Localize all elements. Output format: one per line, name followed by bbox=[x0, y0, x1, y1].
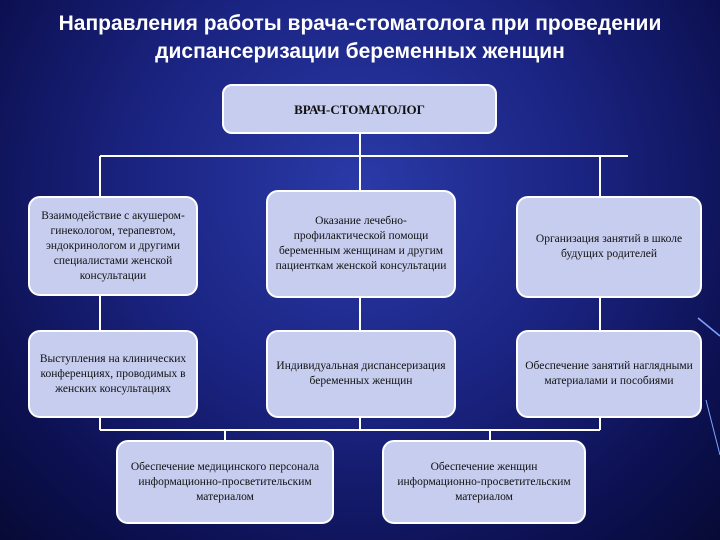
node-treatment-help bbox=[266, 190, 456, 298]
node-dispensary-label: Индивидуальная диспансеризация беременных женщин bbox=[276, 360, 446, 387]
node-conferences-label: Выступления на клинических конференциях, проводимых в женских консультациях bbox=[39, 352, 187, 395]
root-node-dentist bbox=[222, 84, 497, 134]
node-interaction-specialists bbox=[28, 196, 198, 296]
node-women-materials-label: Обеспечение женщин информационно-просветительским материалом bbox=[397, 460, 571, 503]
node-visual-aids-label: Обеспечение занятий наглядными материалами и пособиями bbox=[525, 360, 693, 387]
slide-title-line-2: диспансеризации беременных женщин bbox=[155, 40, 565, 63]
node-visual-aids bbox=[516, 330, 702, 418]
node-interaction-label: Взаимодействие с акушером-гинекологом, терапевтом, эндокринологом и другими специалистами женской консультации bbox=[41, 209, 185, 282]
root-node-label: ВРАЧ-СТОМАТОЛОГ bbox=[294, 101, 425, 117]
node-conferences bbox=[28, 330, 198, 418]
node-treatment-label: Оказание лечебно-профилактической помощи беременным женщинам и другим пациенткам женской консультации bbox=[275, 215, 447, 272]
node-individual-dispensary bbox=[266, 330, 456, 418]
slide-title-line-1: Направления работы врача-стоматолога при проведении bbox=[58, 12, 662, 35]
node-parents-school bbox=[516, 196, 702, 298]
node-school-label: Организация занятий в школе будущих родителей bbox=[535, 233, 683, 260]
node-women-materials bbox=[382, 440, 586, 524]
node-staff-materials bbox=[116, 440, 334, 524]
node-staff-materials-label: Обеспечение медицинского персонала информационно-просветительским материалом bbox=[130, 460, 320, 503]
